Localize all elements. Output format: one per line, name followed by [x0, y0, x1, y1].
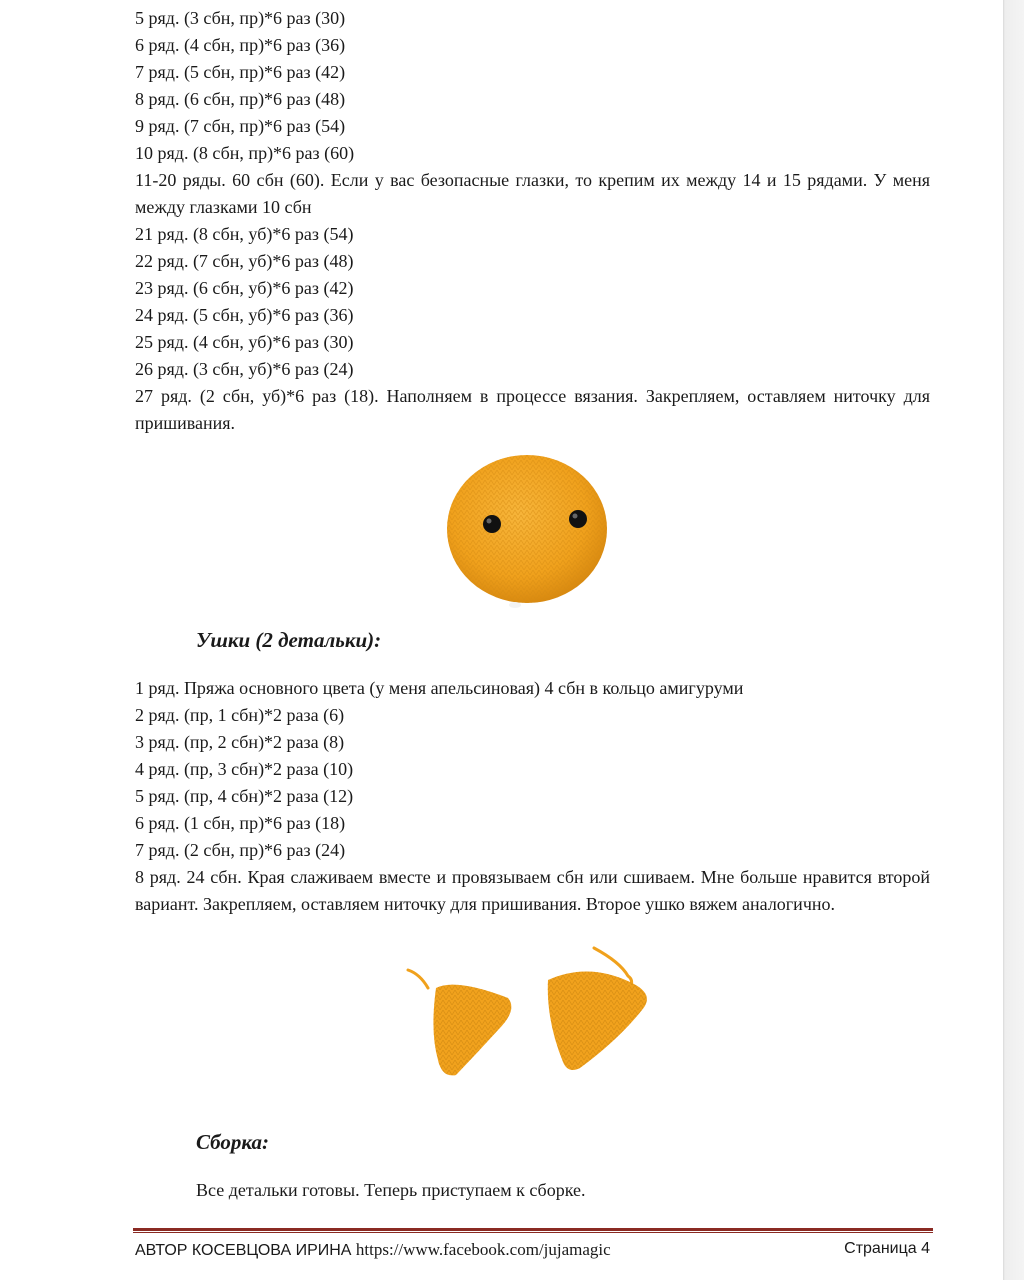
row-line: 5 ряд. (пр, 4 сбн)*2 раза (12): [135, 786, 354, 806]
footer-rule-thin: [133, 1232, 933, 1233]
row-line: 8 ряд. (6 сбн, пр)*6 раз (48): [135, 89, 346, 109]
footer-rule: [133, 1228, 933, 1231]
row-line: 9 ряд. (7 сбн, пр)*6 раз (54): [135, 116, 346, 136]
row-paragraph: 8 ряд. 24 сбн. Края слаживаем вместе и провязываем сбн или сшиваем. Мне больше нравится второй вариант. Закрепляем, оставляем ниточку для пришивания. Второе ушко вяжем аналогично.: [135, 867, 930, 914]
row-line: 6 ряд. (4 сбн, пр)*6 раз (36): [135, 35, 346, 55]
row-line: 21 ряд. (8 сбн, уб)*6 раз (54): [135, 224, 354, 244]
row-line: 7 ряд. (5 сбн, пр)*6 раз (42): [135, 62, 346, 82]
row-line: 26 ряд. (3 сбн, уб)*6 раз (24): [135, 359, 354, 379]
row-line: 5 ряд. (3 сбн, пр)*6 раз (30): [135, 8, 346, 28]
row-line: 23 ряд. (6 сбн, уб)*6 раз (42): [135, 278, 354, 298]
row-line: 6 ряд. (1 сбн, пр)*6 раз (18): [135, 813, 346, 833]
page-number: Страница 4: [844, 1240, 930, 1257]
page-edge: [1003, 0, 1024, 1280]
row-line: 2 ряд. (пр, 1 сбн)*2 раза (6): [135, 705, 345, 725]
crochet-ears-photo: [398, 940, 660, 1082]
row-line: 22 ряд. (7 сбн, уб)*6 раз (48): [135, 251, 354, 271]
row-line: 25 ряд. (4 сбн, уб)*6 раз (30): [135, 332, 354, 352]
ears-rows-block: [135, 675, 930, 918]
assembly-heading: Сборка:: [196, 1130, 269, 1154]
assembly-text: Все детальки готовы. Теперь приступаем к сборке.: [196, 1180, 586, 1200]
footer-author: [135, 1240, 611, 1260]
row-line: 3 ряд. (пр, 2 сбн)*2 раза (8): [135, 732, 345, 752]
row-line: 7 ряд. (2 сбн, пр)*6 раз (24): [135, 840, 346, 860]
head-rows-block: [135, 5, 930, 437]
author-name: АВТОР КОСЕВЦОВА ИРИНА: [135, 1242, 352, 1259]
author-link[interactable]: https://www.facebook.com/jujamagic: [355, 1240, 611, 1259]
row-paragraph: 11-20 ряды. 60 сбн (60). Если у вас безопасные глазки, то крепим их между 14 и 15 рядами. У меня между глазками 10 сбн: [135, 170, 930, 217]
row-line: 10 ряд. (8 сбн, пр)*6 раз (60): [135, 143, 355, 163]
row-line: 1 ряд. Пряжа основного цвета (у меня апельсиновая) 4 сбн в кольцо амигуруми: [135, 678, 744, 698]
row-line: 24 ряд. (5 сбн, уб)*6 раз (36): [135, 305, 354, 325]
ears-heading: Ушки (2 детальки):: [196, 628, 382, 652]
row-paragraph: 27 ряд. (2 сбн, уб)*6 раз (18). Наполняем в процессе вязания. Закрепляем, оставляем ниточку для пришивания.: [135, 386, 930, 433]
row-line: 4 ряд. (пр, 3 сбн)*2 раза (10): [135, 759, 354, 779]
crochet-head-photo: [440, 455, 615, 615]
